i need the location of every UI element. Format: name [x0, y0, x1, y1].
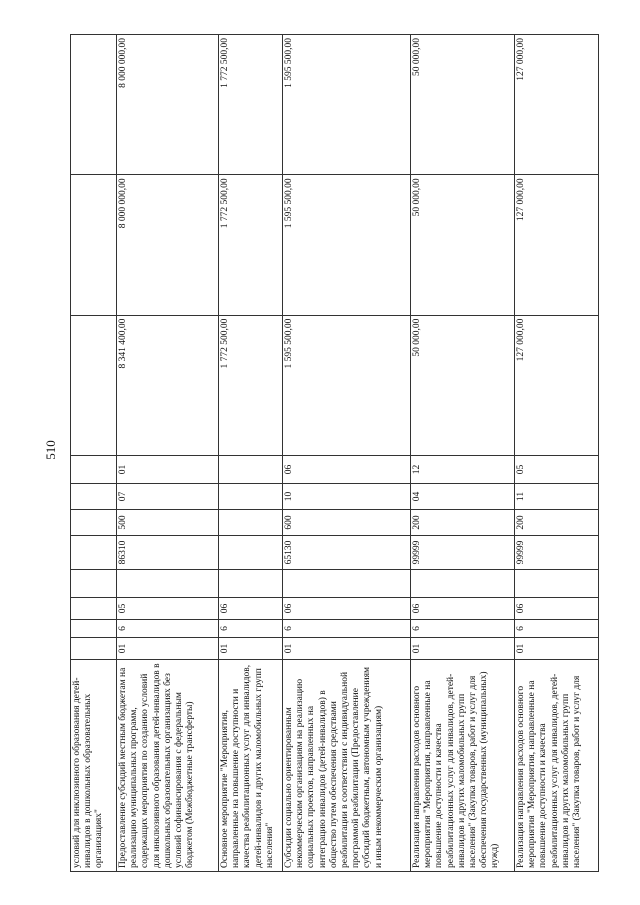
code-direction-cell: 86310: [117, 536, 219, 570]
amount-year2-cell: 8 000 000,00: [117, 175, 219, 315]
code-section-cell: 04: [411, 484, 515, 510]
amount-year3-cell: 50 000,00: [411, 35, 515, 175]
code-extra-cell: [71, 570, 117, 598]
code-subsection-cell: [71, 456, 117, 484]
code-direction-cell: [71, 536, 117, 570]
code-section-cell: [219, 484, 283, 510]
code-event-cell: [71, 598, 117, 620]
table-row: [71, 35, 117, 872]
amount-year3-cell: [71, 35, 117, 175]
table-row: [219, 35, 283, 872]
amount-year1-cell: 127 000,00: [515, 315, 599, 455]
row-name-cell: Предоставление субсидий местным бюджетам на реализацию муниципальных программ, содержащих мероприятия по созданию условий для инклюзивного образования детей-инвалидов в дошкольных образовательных организациях без условий софинансирования с федеральным бюджетом (Межбюджетные трансферты): [117, 660, 219, 872]
code-direction-cell: 65130: [283, 536, 411, 570]
amount-year1-cell: 50 000,00: [411, 315, 515, 455]
code-subprogram-cell: 6: [219, 620, 283, 638]
code-expense-type-cell: [219, 510, 283, 536]
code-direction-cell: [219, 536, 283, 570]
code-program-cell: 01: [411, 638, 515, 660]
amount-year3-cell: 8 000 000,00: [117, 35, 219, 175]
amount-year2-cell: 127 000,00: [515, 175, 599, 315]
code-program-cell: 01: [283, 638, 411, 660]
code-extra-cell: [515, 570, 599, 598]
code-direction-cell: 99999: [411, 536, 515, 570]
row-name-cell: Реализация направления расходов основного мероприятия "Мероприятия, направленные на повышение доступности и качества реабилитационных услуг для инвалидов, детей-инвалидов и других маломобильных групп населения" (Закупка товаров, работ и услуг для обеспечения государственных (муниципальных) нужд): [411, 660, 515, 872]
code-section-cell: 11: [515, 484, 599, 510]
rotated-landscape-table: [70, 34, 598, 872]
page-number: 510: [43, 440, 58, 460]
code-expense-type-cell: 200: [411, 510, 515, 536]
row-name-cell: Субсидии социально ориентированным некоммерческим организациям на реализацию социальных проектов, направленных на интеграцию инвалидов (детей-инвалидов) в общество путем обеспечения средствами реабилитации в соответствии с индивидуальной программой реабилитации (Предоставление субсидий бюджетным, автономным учреждениям и иным некоммерческим организациям): [283, 660, 411, 872]
code-direction-cell: 99999: [515, 536, 599, 570]
budget-table-container: [70, 34, 598, 872]
code-section-cell: 10: [283, 484, 411, 510]
code-extra-cell: [411, 570, 515, 598]
code-extra-cell: [117, 570, 219, 598]
table-row: [117, 35, 219, 872]
code-subprogram-cell: 6: [117, 620, 219, 638]
table-row: [515, 35, 599, 872]
code-section-cell: [71, 484, 117, 510]
code-section-cell: 07: [117, 484, 219, 510]
code-subprogram-cell: [71, 620, 117, 638]
code-program-cell: 01: [515, 638, 599, 660]
code-subsection-cell: 05: [515, 456, 599, 484]
amount-year2-cell: 50 000,00: [411, 175, 515, 315]
code-event-cell: 05: [117, 598, 219, 620]
code-program-cell: 01: [117, 638, 219, 660]
amount-year2-cell: [71, 175, 117, 315]
code-expense-type-cell: 200: [515, 510, 599, 536]
amount-year3-cell: 127 000,00: [515, 35, 599, 175]
row-name-cell: Реализация направления расходов основного мероприятия "Мероприятия, направленные на повышение доступности и качества реабилитационных услуг для инвалидов, детей-инвалидов и других маломобильных групп населения" (Закупка товаров, работ и услуг для: [515, 660, 599, 872]
code-program-cell: [71, 638, 117, 660]
code-event-cell: 06: [219, 598, 283, 620]
code-event-cell: 06: [411, 598, 515, 620]
row-name-cell: Основное мероприятие "Мероприятия, направленные на повышение доступности и качества реабилитационных услуг для инвалидов, детей-инвалидов и других маломобильных групп населения": [219, 660, 283, 872]
budget-table: [70, 34, 599, 872]
code-subsection-cell: [219, 456, 283, 484]
amount-year1-cell: 1 772 500,00: [219, 315, 283, 455]
table-row: [283, 35, 411, 872]
row-name-cell: условий для инклюзивного образования детей-инвалидов в дошкольных образовательных организациях": [71, 660, 117, 872]
code-extra-cell: [283, 570, 411, 598]
code-subsection-cell: 01: [117, 456, 219, 484]
code-subsection-cell: 12: [411, 456, 515, 484]
amount-year2-cell: 1 595 500,00: [283, 175, 411, 315]
amount-year1-cell: 8 341 400,00: [117, 315, 219, 455]
code-subprogram-cell: 6: [283, 620, 411, 638]
amount-year2-cell: 1 772 500,00: [219, 175, 283, 315]
code-extra-cell: [219, 570, 283, 598]
code-subsection-cell: 06: [283, 456, 411, 484]
amount-year3-cell: 1 595 500,00: [283, 35, 411, 175]
code-event-cell: 06: [283, 598, 411, 620]
amount-year1-cell: 1 595 500,00: [283, 315, 411, 455]
code-expense-type-cell: [71, 510, 117, 536]
code-event-cell: 06: [515, 598, 599, 620]
table-row: [411, 35, 515, 872]
amount-year1-cell: [71, 315, 117, 455]
amount-year3-cell: 1 772 500,00: [219, 35, 283, 175]
code-program-cell: 01: [219, 638, 283, 660]
code-subprogram-cell: 6: [515, 620, 599, 638]
code-expense-type-cell: 600: [283, 510, 411, 536]
code-expense-type-cell: 500: [117, 510, 219, 536]
code-subprogram-cell: 6: [411, 620, 515, 638]
